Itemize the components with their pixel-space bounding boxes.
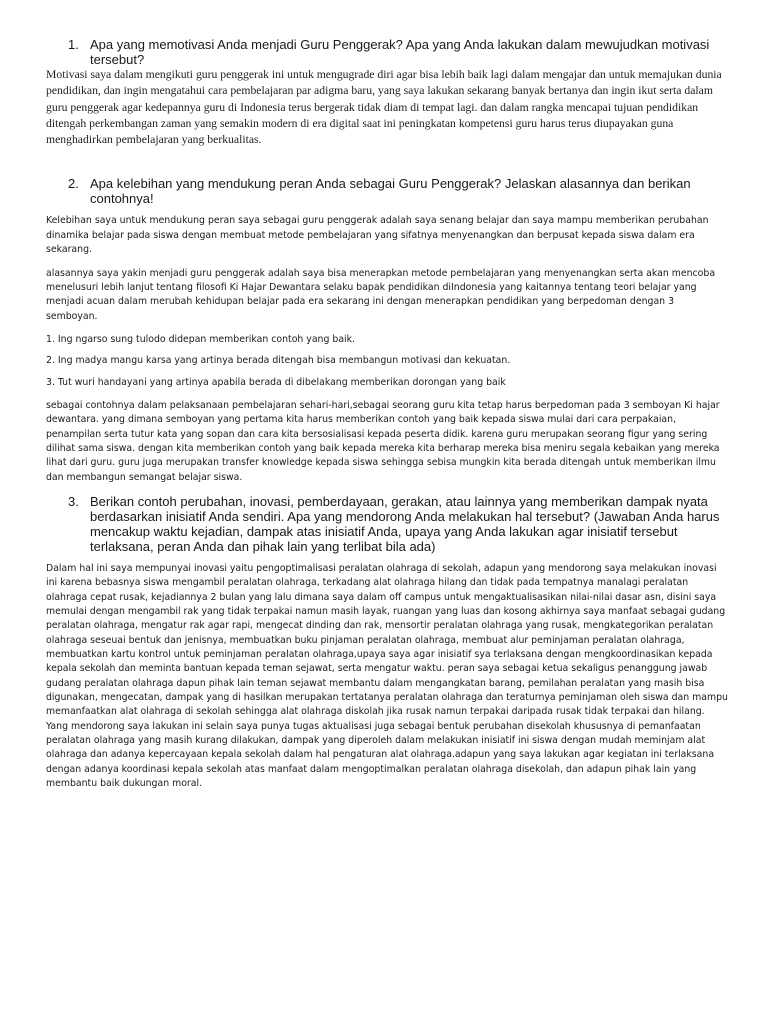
motto-item-1: 1. Ing ngarso sung tulodo didepan memberikan contoh yang baik. — [46, 333, 356, 345]
motto-item-2: 2. Ing madya mangu karsa yang artinya berada ditengah bisa membangun motivasi dan kekuatan. — [46, 355, 511, 367]
question-number: 3. — [68, 493, 79, 509]
answer-3-paragraph: Dalam hal ini saya mempunyai inovasi yaitu pengoptimalisasi peralatan olahraga di sekolah, adapun yang mendorong saya melakukan inovasi ini karena bebasnya siswa mengambil peralatan olahraga, terkadang alat olahraga hilang dan tidak pada tempatnya manalagi peralatan olahraga cepat rusak, kejadiannya 2 bulan yang lalu dimana saya dalam off campus untuk mengaktualisasikan nilai-nilai dasar asn, disini saya memulai dengan mengambil rak yang tidak terpakai namun masih layak, ruangan yang luas dan kosong akhirnya saya manfaat sebagai gudang peralatan olahraga, mengatur rak agar rapi, mengecat dinding dan rak, mensortir peralatan olahraga yang rusak, mengkategorikan peralatan olahraga seseuai bentuk dan jenisnya, membuatkan buku pinjaman peralatan olahraga, membuat alur peminjaman peralatan olahraga, membuatkan kartu kontrol untuk peminjaman peralatan olahraga,upaya saya agar inisiatif sya terlaksana dengan mengkoordinasikan kepada kepala sekolah dan meminta bantuan kepada teman sejawat, serta mengatur waktu. peran saya sebagai ketua sekaligus penanggung jawab gudang peralatan olahraga dapun pihak lain teman sejawat membantu dalam mengangkatan barang, pemilahan peralatan yang masih bisa digunakan, mengecatan, dampak yang di hasilkan merupakan tertatanya peralatan olahraga dan teraturnya peminjaman oleh siswa dan mampu memanfaatkan alat olahraga di sekolah sehingga alat olahraga diskolah jika rusak namun terpakai daripada rusak tidak terpakai dan hilang. Yang mendorong saya lakukan ini selain saya punya tugas aktualisasi juga sebagai bentuk perubahan disekolah khususnya di pemanfaatan peralatan olahraga yang masih kurang dilakukan, dampak yang diperoleh dalam melakukan inisiatif ini siswa dengan mudah meminjam alat olahraga dan adanya kepercayaan kepala sekolah dalam hal pengaturan alat olahraga.adapun yang saya lakukan agar kegiatan ini terlaksana dengan adanya koordinasi kepala sekolah atas manfaat dalam mengoptimalkan peralatan olahraga disekolah, dan adapun pihak lain yang membantu baik dukungan moral. — [46, 562, 728, 790]
question-1 — [46, 37, 728, 67]
question-2 — [46, 176, 728, 206]
motto-item-3: 3. Tut wuri handayani yang artinya apabila berada di dibelakang memberikan dorongan yang baik — [46, 376, 506, 388]
question-number: 2. — [68, 176, 79, 192]
answer-2-example-paragraph: sebagai contohnya dalam pelaksanaan pembelajaran sehari-hari,sebagai seorang guru kita tetap harus berpedoman pada 3 semboyan Ki hajar dewantara. yang dimana semboyan yang pertama kita harus memberikan contoh yang baik kepada siswa mulai dari cara perpakaian, penampilan serta tutur kata yang sopan dan cara kita bersosialisasi kepada peserta didik. karena guru merupakan seorang figur yang sering dilihat sama siswa. dengan kita memberikan contoh yang baik kepada mereka kita berharap mereka bisa meniru segala kebaikan yang mereka lihat dari guru. guru juga merupakan transfer knowledge kepada siswa sehingga sebisa mungkin kita berada ditengah untuk memberikan ilmu dan membangun semangat belajar siswa. — [46, 399, 720, 483]
question-text: Berikan contoh perubahan, inovasi, pemberdayaan, gerakan, atau lainnya yang memberikan dampak nyata berdasarkan inisiatif Anda sendiri. Apa yang mendorong Anda melakukan hal tersebut? (Jawaban Anda harus mencakup waktu kejadian, dampak atas inisiatif Anda, upaya yang Anda lakukan agar inisiatif tersebut terlaksana, peran Anda dan pihak lain yang terlibat bila ada) — [90, 493, 720, 554]
answer-2-reason-paragraph: alasannya saya yakin menjadi guru penggerak adalah saya bisa menerapkan metode pembelajaran yang menyenangkan serta akan mencoba menelusuri lebih lanjut tentang filosofi Ki Hajar Dewantara selaku bapak pendidikan diIndonesia yang kaitannya tentang teori belajar yang menjadi acuan dalam merubah kehidupan belajar pada era sekarang ini dengan menerapkan pendidikan yang berpedoman dengan 3 semboyan. — [46, 267, 716, 322]
answer-2-intro-paragraph: Kelebihan saya untuk mendukung peran saya sebagai guru penggerak adalah saya senang belajar dan saya mampu memberikan perubahan dinamika belajar pada siswa dengan membuat metode pembelajaran yang sifatnya menyenangkan dan berpusat kepada siswa dalam era sekarang. — [46, 215, 709, 256]
question-text: Apa yang memotivasi Anda menjadi Guru Penggerak? Apa yang Anda lakukan dalam mewujudkan motivasi tersebut? — [90, 37, 710, 67]
question-3 — [46, 494, 728, 554]
question-number: 1. — [68, 37, 79, 52]
question-text: Apa kelebihan yang mendukung peran Anda sebagai Guru Penggerak? Jelaskan alasannya dan berikan contohnya! — [90, 176, 691, 207]
answer-1-paragraph: Motivasi saya dalam mengikuti guru penggerak ini untuk mengugrade diri agar bisa lebih baik lagi dalam mengajar dan untuk memajukan dunia pendidikan, dan ingin mengatahui cara pembelajaran par adigma baru, yang saya lakukan sekarang banyak bertanya dan ingin ikut serta dalam guru penggerak agar kedepannya guru di Indonesia terus bergerak tidak diam di tempat lagi. dan dalam rangka mencapai tujuan pendidikan ditengah perkembangan zaman yang semakin modern di era digital saat ini peningkatan kompetensi guru harus terus diupayakan guna menghadirkan pembelajaran yang berkualitas. — [46, 68, 722, 147]
